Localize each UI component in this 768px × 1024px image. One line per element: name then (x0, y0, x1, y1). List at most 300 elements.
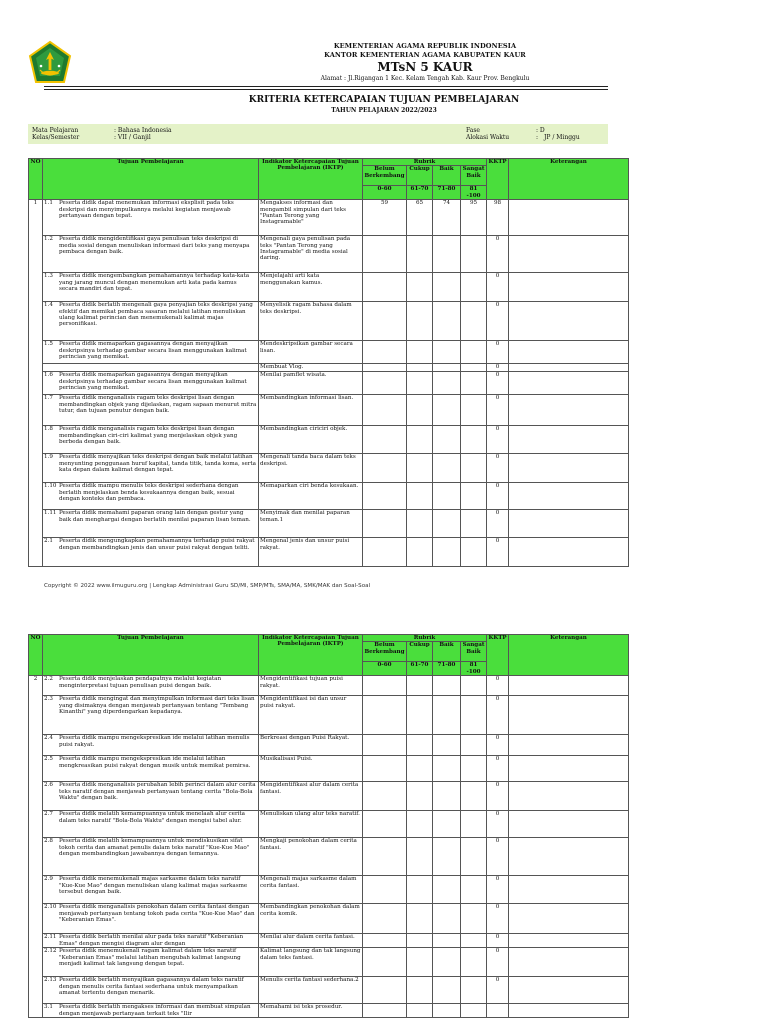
table-row (29, 510, 629, 538)
tp-number: 1.4 (44, 302, 53, 309)
score-belum (363, 782, 407, 811)
group-number: 2 (29, 676, 43, 1018)
score-cukup (407, 756, 433, 782)
score-belum (363, 510, 407, 538)
tp-text: Peserta didik berlatih menyajikan gagasannya dalam teks naratif dengan menulis cerita fantasi sederhana untuk menyampaikan amanat tertentu dengan menarik. (59, 977, 244, 997)
score-cukup (407, 876, 433, 904)
keterangan-cell (509, 364, 629, 372)
score-baik (433, 948, 461, 977)
tp-text: Peserta didik mampu mengekspresikan ide melalui latihan menulis puisi rakyat. (59, 735, 250, 748)
score-sangat (461, 454, 487, 483)
keterangan-cell (509, 273, 629, 302)
col-rubrik: Rubrik (363, 635, 487, 642)
col-kktp: KKTP (487, 635, 509, 676)
tp-number: 1.7 (44, 395, 53, 402)
kktp-value: 0 (487, 838, 509, 876)
keterangan-cell (509, 538, 629, 567)
tp-content (44, 426, 257, 445)
kktp-value: 0 (487, 341, 509, 364)
kktp-value: 0 (487, 977, 509, 1004)
tp-cell (43, 341, 259, 364)
score-cukup (407, 395, 433, 426)
keterangan-cell (509, 395, 629, 426)
tp-cell (43, 977, 259, 1004)
score-baik (433, 1004, 461, 1018)
col-tp: Tujuan Pembelajaran (43, 635, 259, 676)
kktp-value: 0 (487, 948, 509, 977)
tp-content (44, 904, 257, 923)
range-cukup: 61-70 (407, 186, 433, 200)
kktp-value: 0 (487, 696, 509, 735)
keterangan-cell (509, 934, 629, 948)
score-sangat (461, 934, 487, 948)
score-sangat: 95 (461, 200, 487, 236)
score-baik (433, 876, 461, 904)
tp-content (44, 977, 257, 996)
range-baik: 71-80 (433, 186, 461, 200)
tp-cell (43, 538, 259, 567)
kktp-value (487, 1004, 509, 1018)
tp-number: 2.13 (44, 977, 57, 984)
iktp-cell: Menyimak dan menilai paparan teman.1 (259, 510, 363, 538)
score-baik (433, 236, 461, 273)
tp-text: Peserta didik memaparkan gagasannya dengan menyajikan deskripsinya terhadap gambar secara lisan menggunakan kalimat perincian yang memikat. (59, 341, 247, 361)
range-belum: 0-60 (363, 186, 407, 200)
score-belum (363, 395, 407, 426)
letterhead-divider (44, 86, 608, 87)
table-row (29, 483, 629, 510)
tp-text: Peserta didik menjelaskan pendapatnya melalui kegiatan menginterpretasi tujuan penulisan puisi dengan baik. (59, 676, 222, 689)
tp-number: 2.10 (44, 904, 57, 911)
letterhead-divider-thin (44, 89, 608, 90)
score-baik (433, 364, 461, 372)
keterangan-cell (509, 838, 629, 876)
keterangan-cell (509, 811, 629, 838)
keterangan-cell (509, 696, 629, 735)
ministry-name: KEMENTERIAN AGAMA REPUBLIK INDONESIA (333, 42, 517, 50)
score-cukup (407, 838, 433, 876)
iktp-cell: Berkreasi dengan Puisi Rakyat. (259, 735, 363, 756)
tp-number: 2.8 (44, 838, 53, 845)
subject-info-band (28, 124, 608, 144)
tp-number: 1.8 (44, 426, 53, 433)
office-name: KANTOR KEMENTERIAN AGAMA KABUPATEN KAUR (324, 51, 526, 59)
tp-number: 1.6 (44, 372, 53, 379)
tp-text: Peserta didik menganalisis ragam teks deskripsi lisan dengan membandingkan ciri-ciri kalimat yang menjelaskan objek yang berbeda dengan baik. (59, 426, 238, 446)
kktp-value: 0 (487, 756, 509, 782)
tp-number: 2.11 (44, 934, 57, 941)
score-cukup (407, 236, 433, 273)
col-baik: Baik (433, 166, 461, 186)
time-value: : (536, 134, 539, 141)
kktp-value: 0 (487, 510, 509, 538)
kktp-value: 0 (487, 876, 509, 904)
score-sangat (461, 395, 487, 426)
table-row (29, 538, 629, 567)
table-row (29, 735, 629, 756)
kktp-value: 0 (487, 302, 509, 341)
score-cukup (407, 676, 433, 696)
score-cukup (407, 782, 433, 811)
tp-text: Peserta didik menganalisis ragam teks deskripsi lisan dengan membandingkan objek yang dijelaskan, ragam sapaan menurut mitra tutur, dan tujuan penutur dengan baik. (59, 395, 257, 415)
col-sangat: Sangat Baik (461, 166, 487, 186)
tp-cell (43, 904, 259, 934)
kktp-value: 0 (487, 934, 509, 948)
score-sangat (461, 977, 487, 1004)
tp-number: 2.12 (44, 948, 57, 955)
kktp-value: 0 (487, 372, 509, 395)
keterangan-cell (509, 236, 629, 273)
tp-text: Peserta didik berlatih menilai alur pada teks naratif "Keberanian Emas" dengan mengisi diagram alur dengan (59, 934, 244, 947)
score-cukup (407, 372, 433, 395)
col-iktp: Indikator Ketercapaian Tujuan Pembelajaran (IKTP) (259, 159, 363, 200)
score-cukup (407, 483, 433, 510)
score-cukup (407, 811, 433, 838)
score-baik (433, 811, 461, 838)
tp-cell (43, 483, 259, 510)
tp-cell (43, 756, 259, 782)
score-belum (363, 948, 407, 977)
table-row (29, 782, 629, 811)
tp-number: 2.1 (44, 538, 53, 545)
range-cukup: 61-70 (407, 662, 433, 676)
subject-label: Mata Pelajaran (32, 127, 79, 134)
tp-cell (43, 696, 259, 735)
score-belum (363, 538, 407, 567)
kktp-value: 0 (487, 395, 509, 426)
score-cukup (407, 904, 433, 934)
score-belum (363, 454, 407, 483)
keterangan-cell (509, 426, 629, 454)
tp-content (44, 200, 257, 219)
keterangan-cell (509, 454, 629, 483)
keterangan-cell (509, 302, 629, 341)
score-baik (433, 782, 461, 811)
score-sangat (461, 372, 487, 395)
keterangan-cell (509, 200, 629, 236)
score-cukup (407, 977, 433, 1004)
score-sangat (461, 876, 487, 904)
keterangan-cell (509, 341, 629, 364)
col-belum: Belum Berkembang (363, 166, 407, 186)
tp-content (44, 510, 257, 523)
tp-content (44, 483, 257, 502)
tp-text: Peserta didik menyajikan teks deskripsi dengan baik melalui latihan menyunting penggunaan huruf kapital, tanda titik, tanda koma, serta kata depan dalam kalimat dengan tepat. (59, 454, 257, 474)
iktp-cell: Membandingkan ciriciri objek. (259, 426, 363, 454)
score-sangat (461, 904, 487, 934)
score-cukup (407, 735, 433, 756)
kktp-value: 0 (487, 904, 509, 934)
tp-content (44, 1004, 257, 1017)
tp-cell (43, 948, 259, 977)
tp-content (44, 538, 257, 551)
tp-content (44, 876, 257, 895)
score-baik (433, 977, 461, 1004)
kktp-value: 0 (487, 782, 509, 811)
col-cukup: Cukup (407, 166, 433, 186)
keterangan-cell (509, 676, 629, 696)
col-no: NO (29, 635, 43, 676)
score-belum (363, 426, 407, 454)
col-no: NO (29, 159, 43, 200)
tp-cell (43, 302, 259, 341)
col-belum: Belum Berkembang (363, 642, 407, 662)
keterangan-cell (509, 904, 629, 934)
col-cukup: Cukup (407, 642, 433, 662)
col-baik: Baik (433, 642, 461, 662)
score-belum (363, 977, 407, 1004)
score-baik (433, 372, 461, 395)
tp-cell (43, 838, 259, 876)
tp-number: 2.7 (44, 811, 53, 818)
range-sangat: 81 -100 (461, 186, 487, 200)
iktp-cell: Mengidentifikasi isi dan unsur puisi rakyat. (259, 696, 363, 735)
score-cukup (407, 454, 433, 483)
copyright-footer: Copyright © 2022 www.ilmuguru.org | Lengkap Administrasi Guru SD/MI, SMP/MTs, SMA/MA, SMK/MAK dan Soal-Soal (44, 583, 371, 589)
table-row (29, 273, 629, 302)
tp-content (44, 236, 257, 255)
tp-text: Peserta didik mengidentifikasi gaya penulisan teks deskripsi di media sosial dengan menuliskan informasi dari teks yang menyapa pembaca dengan baik. (59, 236, 250, 256)
tp-text: Peserta didik menganalisis perubahan lebih perinci dalam alur cerita teks naratif dengan menjawab pertanyaan tentang cerita "Bola-Bola Waktu" dengan baik. (59, 782, 256, 802)
tp-content (44, 454, 257, 473)
tp-text: Peserta didik menganalisis penokohan dalam cerita fantasi dengan menjawab pertanyaan tentang tokoh pada cerita "Kue-Kue Mao" dan "Keberanian Emas". (59, 904, 255, 924)
score-belum (363, 904, 407, 934)
keterangan-cell (509, 876, 629, 904)
iktp-cell: Membandingkan informasi lisan. (259, 395, 363, 426)
score-belum (363, 236, 407, 273)
keterangan-cell (509, 735, 629, 756)
time-unit: JP / Minggu (544, 134, 580, 141)
tp-content (44, 811, 257, 824)
group-number: 1 (29, 200, 43, 567)
iktp-cell: Mengenal jenis dan unsur puisi rakyat. (259, 538, 363, 567)
tp-cell (43, 1004, 259, 1018)
tp-number: 1.10 (44, 483, 57, 490)
table-row (29, 904, 629, 934)
tp-number: 1.11 (44, 510, 57, 517)
school-name: MTsN 5 KAUR (377, 60, 473, 74)
score-belum (363, 876, 407, 904)
score-belum (363, 756, 407, 782)
time-label: Alokasi Waktu (466, 134, 510, 141)
iktp-cell: Membandingkan penokohan dalam cerita komik. (259, 904, 363, 934)
score-sangat (461, 538, 487, 567)
score-sangat (461, 364, 487, 372)
tp-cell (43, 364, 259, 372)
iktp-cell: Mengenali gaya penulisan pada teks "Pantan Terong yang Instagramable" di media sosial daring. (259, 236, 363, 273)
tp-text: Peserta didik dapat menemukan informasi eksplisit pada teks deskripsi dan menyimpulkannya melalui kegiatan menjawab pertanyaan dengan tepat. (59, 200, 234, 220)
score-baik (433, 538, 461, 567)
kktp-value: 0 (487, 454, 509, 483)
score-baik (433, 510, 461, 538)
score-belum (363, 273, 407, 302)
table-row (29, 426, 629, 454)
tp-cell (43, 735, 259, 756)
score-baik (433, 904, 461, 934)
col-iktp: Indikator Ketercapaian Tujuan Pembelajaran (IKTP) (259, 635, 363, 676)
kktp-value: 0 (487, 273, 509, 302)
score-belum (363, 676, 407, 696)
table-row (29, 341, 629, 364)
tp-number: 2.9 (44, 876, 53, 883)
score-baik (433, 483, 461, 510)
score-belum (363, 341, 407, 364)
tp-content (44, 676, 257, 689)
score-belum (363, 364, 407, 372)
score-sangat (461, 696, 487, 735)
score-baik: 74 (433, 200, 461, 236)
score-sangat (461, 510, 487, 538)
tp-number: 1.5 (44, 341, 53, 348)
table-row (29, 395, 629, 426)
tp-number: 2.3 (44, 696, 53, 703)
score-belum (363, 696, 407, 735)
tp-number: 1.3 (44, 273, 53, 280)
range-belum: 0-60 (363, 662, 407, 676)
table-row (29, 934, 629, 948)
score-cukup (407, 426, 433, 454)
keterangan-cell (509, 756, 629, 782)
score-belum (363, 934, 407, 948)
phase-value: : D (536, 127, 545, 134)
score-baik (433, 696, 461, 735)
table-row (29, 756, 629, 782)
score-cukup (407, 538, 433, 567)
score-sangat (461, 735, 487, 756)
keterangan-cell (509, 372, 629, 395)
tp-text: Peserta didik mengembangkan pemahamannya terhadap kata-kata yang jarang muncul dengan menemukan arti kata pada kamus secara mandiri dan tepat. (59, 273, 250, 293)
score-baik (433, 735, 461, 756)
iktp-cell: Menuliskan ulang alur teks naratif. (259, 811, 363, 838)
keterangan-cell (509, 977, 629, 1004)
iktp-cell: Kalimat langsung dan tak langsung dalam teks fantasi. (259, 948, 363, 977)
tp-content (44, 341, 257, 360)
tp-text: Peserta didik mengingat dan menyimpulkan informasi dari teks lisan yang disimaknya dengan menjawab pertanyaan tentang "Tembang Kinanthi" yang diperdengarkan kepadanya. (59, 696, 255, 716)
iktp-cell: Mengkaji penokohan dalam cerita fantasi. (259, 838, 363, 876)
tp-content (44, 696, 257, 715)
score-sangat (461, 1004, 487, 1018)
tp-number: 2.5 (44, 756, 53, 763)
score-baik (433, 454, 461, 483)
table-row (29, 811, 629, 838)
kktp-value: 0 (487, 483, 509, 510)
tp-content (44, 838, 257, 857)
score-sangat (461, 426, 487, 454)
score-sangat (461, 676, 487, 696)
class-value: : VII / Ganjil (114, 134, 151, 141)
tp-text: Peserta didik menemukenali ragam kalimat dalam teks naratif "Keberanian Emas" melalui latihan mengubah kalimat langsung menjadi kalimat tak langsung dengan tepat. (59, 948, 241, 968)
table-row (29, 676, 629, 696)
tp-cell (43, 934, 259, 948)
score-baik (433, 273, 461, 302)
kktp-value: 0 (487, 364, 509, 372)
tp-number: 1.2 (44, 236, 53, 243)
tp-text: Peserta didik memahami paparan orang lain dengan gestur yang baik dan menghargai dengan berlatih menilai paparan lisan teman. (59, 510, 251, 523)
table-row (29, 236, 629, 273)
table-row (29, 454, 629, 483)
iktp-cell: Mendeskripsikan gambar secara lisan. (259, 341, 363, 364)
kktp-value: 0 (487, 538, 509, 567)
tp-cell (43, 395, 259, 426)
iktp-cell: Menyelisik ragam bahasa dalam teks deskripsi. (259, 302, 363, 341)
score-cukup (407, 934, 433, 948)
score-sangat (461, 483, 487, 510)
kktp-table-1 (28, 158, 629, 567)
score-baik (433, 838, 461, 876)
iktp-cell: Musikalisasi Puisi. (259, 756, 363, 782)
iktp-cell: Memaparkan ciri benda kesukaan. (259, 483, 363, 510)
tp-cell (43, 236, 259, 273)
kktp-table-2 (28, 634, 629, 1018)
iktp-cell: Mengenali tanda baca dalam teks deskripsi. (259, 454, 363, 483)
table-row (29, 838, 629, 876)
score-belum (363, 302, 407, 341)
col-kktp: KKTP (487, 159, 509, 200)
score-baik (433, 302, 461, 341)
table-row (29, 1004, 629, 1018)
score-baik (433, 426, 461, 454)
tp-text: Peserta didik melatih kemampuannya untuk mendiskusikan sifat tokoh cerita dan amanat penulis dalam teks naratif "Kue-Kue Mao" dengan membandingkan jawabannya dengan temannya. (59, 838, 250, 858)
keterangan-cell (509, 782, 629, 811)
kktp-value: 0 (487, 236, 509, 273)
score-sangat (461, 782, 487, 811)
table-row (29, 200, 629, 236)
iktp-cell: Mengidentifikasi alur dalam cerita fantasi. (259, 782, 363, 811)
iktp-cell: Mengidentifikasi tujuan puisi rakyat. (259, 676, 363, 696)
score-cukup (407, 696, 433, 735)
tp-content (44, 395, 257, 414)
tp-number: 3.1 (44, 1004, 53, 1011)
score-sangat (461, 341, 487, 364)
score-cukup (407, 948, 433, 977)
iktp-cell: Membuat Vlog. (259, 364, 363, 372)
letterhead (200, 42, 650, 83)
tp-text: Peserta didik berlatih mengenali gaya penyajian teks deskripsi yang efektif dan memikat pembaca sasaran melalui latihan menuliskan ulang kalimat perincian dan menemukenali kalimat majas personifikasi. (59, 302, 253, 328)
tp-text: Peserta didik mampu mengekspresikan ide melalui latihan mengkreasikan puisi rakyat dengan musik untuk memikat pemirsa. (59, 756, 251, 769)
table-row (29, 876, 629, 904)
keterangan-cell (509, 483, 629, 510)
kktp-value: 0 (487, 811, 509, 838)
score-cukup (407, 341, 433, 364)
tp-text: Peserta didik mampu menulis teks deskripsi sederhana dengan berlatih menjelaskan benda kesukaannya dengan baik, sesuai dengan konteks dan pembaca. (59, 483, 239, 503)
score-baik (433, 341, 461, 364)
score-sangat (461, 302, 487, 341)
tp-content (44, 934, 257, 947)
range-sangat: 81 -100 (461, 662, 487, 676)
score-belum (363, 735, 407, 756)
score-baik (433, 676, 461, 696)
tp-number: 2.4 (44, 735, 53, 742)
score-baik (433, 756, 461, 782)
table-row (29, 302, 629, 341)
tp-number: 1.9 (44, 454, 53, 461)
table-row (29, 364, 629, 372)
col-tp: Tujuan Pembelajaran (43, 159, 259, 200)
tp-cell (43, 200, 259, 236)
score-cukup (407, 1004, 433, 1018)
tp-text: Peserta didik memaparkan gagasannya dengan menyajikan deskripsinya terhadap gambar secara lisan menggunakan kalimat perincian yang memikat. (59, 372, 247, 392)
iktp-cell: Memahami isi teks prosedur. (259, 1004, 363, 1018)
tp-content (44, 756, 257, 769)
iktp-cell: Menilai pamflet wisata. (259, 372, 363, 395)
kktp-value: 0 (487, 735, 509, 756)
score-belum (363, 483, 407, 510)
tp-content (44, 948, 257, 967)
tp-number: 2.6 (44, 782, 53, 789)
tp-content (44, 273, 257, 292)
phase-label: Fase (466, 127, 480, 134)
table-row (29, 696, 629, 735)
